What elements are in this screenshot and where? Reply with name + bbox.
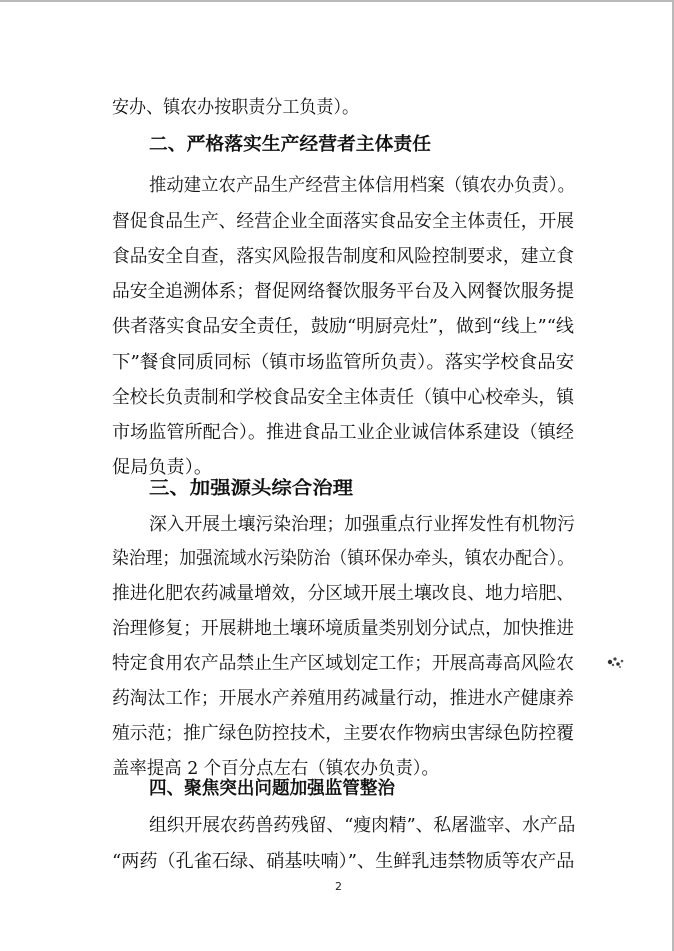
text-line: 促局负责）。 — [112, 457, 212, 478]
text-line: 药淘汰工作；开展水产养殖用药减量行动，推进水产健康养 — [112, 688, 574, 709]
text-line: 全校长负责制和学校食品安全主体责任（镇中心校牵头，镇 — [112, 387, 574, 408]
text-line: 品安全追溯体系；督促网络餐饮服务平台及入网餐饮服务提 — [112, 281, 574, 302]
text-line: 督促食品生产、经营企业全面落实食品安全主体责任，开展 — [112, 211, 574, 232]
text-line: 盖率提高 2 个百分点左右（镇农办负责）。 — [112, 758, 439, 779]
text-line: 深入开展土壤污染治理；加强重点行业挥发性有机物污 — [149, 514, 575, 535]
text-line: 推动建立农产品生产经营主体信用档案（镇农办负责）。 — [149, 175, 575, 196]
page-number: 2 — [335, 880, 342, 893]
text-line: 治理修复；开展耕地土壤环境质量类别划分试点，加快推进 — [112, 618, 574, 639]
text-line: 下”餐食同质同标（镇市场监管所负责）。落实学校食品安 — [112, 352, 575, 373]
text-line: “两药（孔雀石绿、硝基呋喃）”、生鲜乳违禁物质等农产品 — [112, 851, 575, 872]
section-heading: 四、聚焦突出问题加强监管整治 — [149, 778, 395, 799]
text-line: 殖示范；推广绿色防控技术，主要农作物病虫害绿色防控覆 — [112, 723, 574, 744]
section-heading: 三、加强源头综合治理 — [149, 478, 353, 499]
scan-speck-mark — [604, 653, 626, 671]
text-line: 市场监管所配合）。推进食品工业企业诚信体系建设（镇经 — [112, 422, 574, 443]
text-line: 染治理；加强流域水污染防治（镇环保办牵头，镇农办配合）。 — [112, 548, 574, 569]
page-edge-top — [0, 0, 674, 2]
text-line: 特定食用农产品禁止生产区域划定工作；开展高毒高风险农 — [112, 653, 574, 674]
text-line: 食品安全自查，落实风险报告制度和风险控制要求，建立食 — [112, 246, 574, 267]
text-line: 组织开展农药兽药残留、“瘦肉精”、私屠滥宰、水产品 — [149, 815, 576, 836]
text-line: 安办、镇农办按职责分工负责）。 — [112, 97, 359, 118]
text-line: 推进化肥农药减量增效，分区域开展土壤改良、地力培肥、 — [112, 583, 574, 604]
section-heading: 二、严格落实生产经营者主体责任 — [149, 134, 431, 155]
text-line: 供者落实食品安全责任，鼓励“明厨亮灶”，做到“线上”“线 — [112, 316, 575, 337]
